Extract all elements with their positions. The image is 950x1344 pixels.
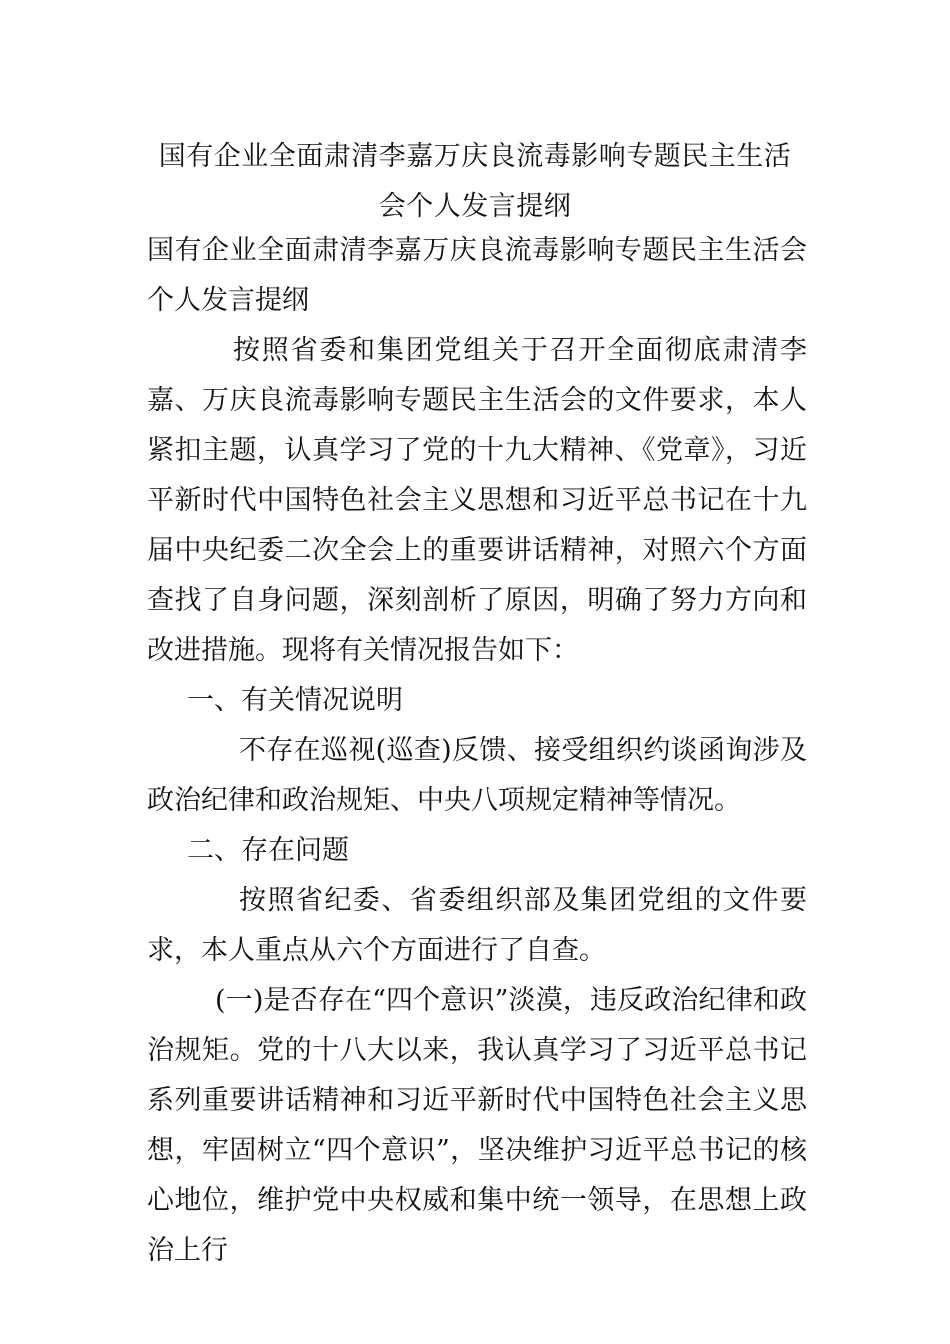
document-body <box>147 226 807 1276</box>
subsection-1-paragraph: (一)是否存在“四个意识”淡漠，违反政治纪律和政治规矩。党的十八大以来，我认真学习了习近平总书记系列重要讲话精神和习近平新时代中国特色社会主义思想，牢固树立“四个意识”，坚决维护习近平总书记的核心地位，维护党中央权威和集中统一领导，在思想上政治上行 <box>147 985 807 1266</box>
intro-paragraph: 按照省委和集团党组关于召开全面彻底肃清李嘉、万庆良流毒影响专题民主生活会的文件要求，本人紧扣主题，认真学习了党的十九大精神、《党章》，习近平新时代中国特色社会主义思想和习近平总书记在十九届中央纪委二次全会上的重要讲话精神，对照六个方面查找了自身问题，深刻剖析了原因，明确了努力方向和改进措施。现将有关情况报告如下： <box>147 335 807 666</box>
document-title: 国有企业全面肃清李嘉万庆良流毒影响专题民主生活会个人发言提纲 <box>158 141 792 222</box>
section-heading-1: 一、有关情况说明 <box>187 685 403 716</box>
section-2-paragraph: 按照省纪委、省委组织部及集团党组的文件要求，本人重点从六个方面进行了自查。 <box>147 885 807 966</box>
body-heading-repeat: 国有企业全面肃清李嘉万庆良流毒影响专题民主生活会个人发言提纲 <box>147 235 807 316</box>
section-1-paragraph: 不存在巡视(巡查)反馈、接受组织约谈函询涉及政治纪律和政治规矩、中央八项规定精神等情况。 <box>147 735 807 816</box>
section-heading-2: 二、存在问题 <box>187 835 349 866</box>
